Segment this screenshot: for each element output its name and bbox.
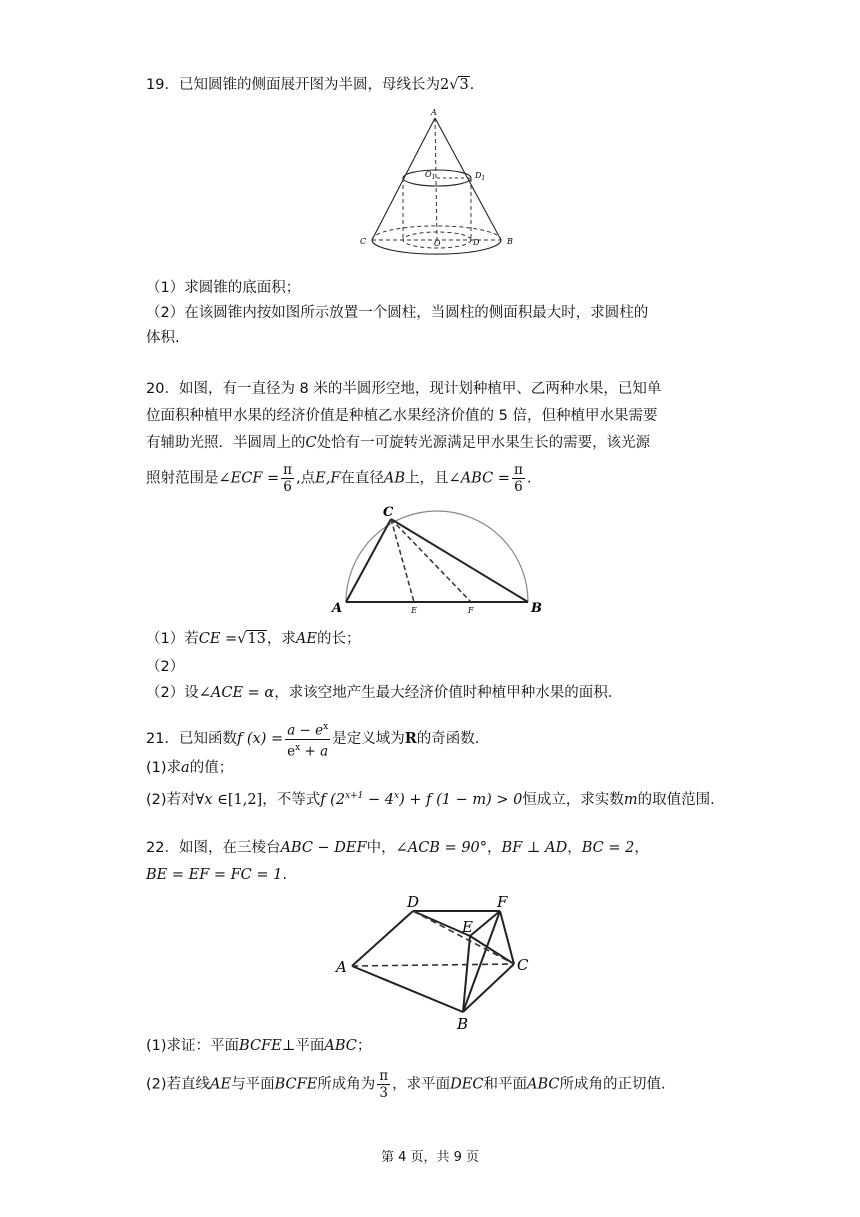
q22-part1: (1)求证：平面BCFE⊥平面ABC； (146, 1038, 372, 1054)
frustum-label-D: D (407, 893, 420, 911)
frustum-label-C: C (517, 956, 529, 974)
q20-line2: 位面积种植甲水果的经济价值是种植乙水果经济价值的 5 倍，但种植甲水果需要 (146, 408, 658, 424)
q22-line2: BE = EF = FC = 1. (146, 867, 287, 883)
q22-part2: (2)若直线AE与平面BCFE所成角为 $\frac{\pi}{3}$ ，求平面DEC和平面ABC所成角的正切值. (146, 1068, 666, 1101)
semicircle-label-F: F (468, 606, 474, 615)
cone-label-B: B (507, 237, 513, 246)
q19-part2-line2: 体积. (146, 330, 180, 346)
semicircle-label-A: A (332, 601, 343, 616)
q19-part1: （1）求圆锥的底面积； (146, 280, 301, 296)
q20-line3: 有辅助光照．半圆周上的C处恰有一可旋转光源满足甲水果生长的需要，该光源 (146, 435, 651, 451)
semicircle-label-C: C (383, 505, 394, 520)
semicircle-label-E: E (411, 606, 417, 615)
cone-label-D1: $D_1$ (475, 171, 486, 182)
frustum-label-A: A (336, 958, 347, 976)
q21-part1: (1)求a的值； (146, 760, 234, 776)
cone-label-O1: $O_1$ (425, 170, 436, 181)
cone-label-C: C (360, 237, 367, 246)
q20-part2-blank: （2） (146, 659, 185, 675)
q20-part1: （1）若CE =√13，求AE的长； (146, 631, 361, 647)
page-footer: 第 4 页，共 9 页 (380, 1150, 480, 1165)
q19-stem: 19．已知圆锥的侧面展开图为半圆，母线长为2√3. (146, 77, 475, 93)
cone-label-D: D (473, 238, 480, 247)
semicircle-label-B: B (531, 601, 542, 616)
frustum-label-B: B (457, 1015, 469, 1033)
q20-line4: 照射范围是∠ECF = $\frac{\pi}{6}$ ,点E,F在直径AB上，且∠ABC = $\frac{\pi}{6}$ . (146, 462, 532, 495)
q21-stem: 21．已知函数f (x) = $\frac{a - e^x}{e^x + a}$ 是定义域为R的奇函数. (146, 719, 479, 759)
q22-line1: 22．如图，在三棱台ABC − DEF中，∠ACB = 90°，BF ⊥ AD，BC = 2， (146, 840, 649, 856)
frustum-label-F: F (497, 893, 508, 911)
q20-part2: （2）设∠ACE = α，求该空地产生最大经济价值时种植甲种水果的面积． (146, 685, 623, 701)
q21-part2: (2)若对∀x ∈[1,2]，不等式f $(2^{x+1} - 4^x) + f$ (1 − m) > 0恒成立，求实数m的取值范围. (146, 791, 715, 808)
cone-label-O: O (434, 239, 441, 248)
frustum-label-E: E (462, 918, 473, 936)
cone-label-A: A (431, 108, 437, 117)
q20-line1: 20．如图，有一直径为 8 米的半圆形空地，现计划种植甲、乙两种水果，已知单 (146, 381, 662, 397)
q19-part2-line1: （2）在该圆锥内按如图所示放置一个圆柱，当圆柱的侧面积最大时，求圆柱的 (146, 305, 649, 321)
